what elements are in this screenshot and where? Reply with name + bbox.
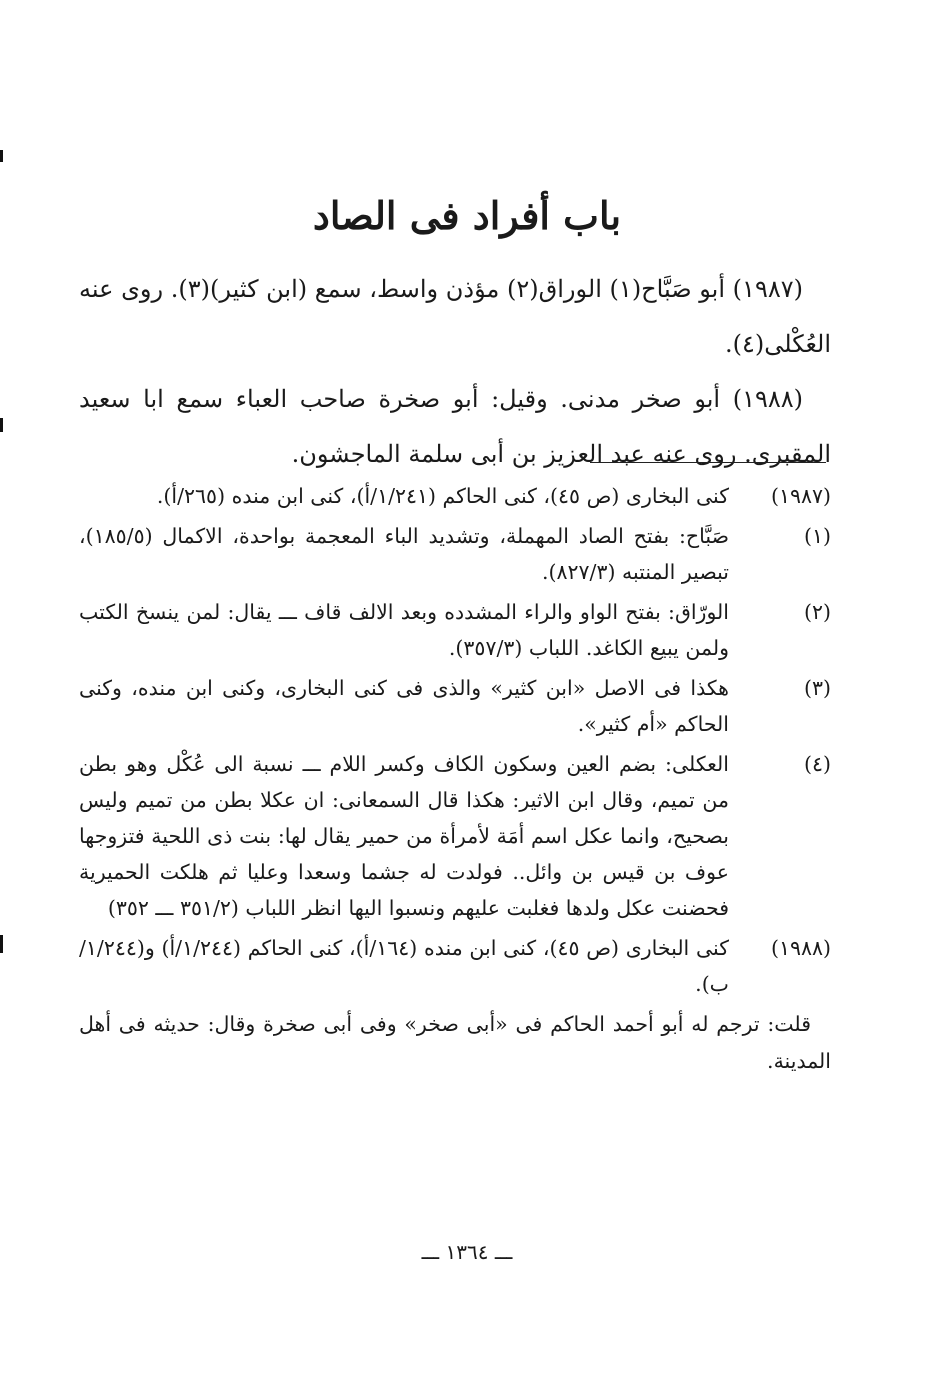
footnote-text: صَبَّاح: بفتح الصاد المهملة، وتشديد الباء المعجمة بواحدة، الاكمال (١٨٥/٥)، تبصير المنتبه (٨٢٧/٣). [79,524,729,584]
footnote-number: (٢) [803,600,831,624]
margin-mark [0,150,3,162]
entry-1988: (١٩٨٨) أبو صخر مدنى. وقيل: أبو صخرة صاحب العباء سمع ابا سعيد المقبرى. روى عنه عبد العزيز بن أبى سلمة الماجشون. [79,385,831,468]
page-number: ـــ ١٣٦٤ ـــ [421,1240,513,1264]
main-text [79,262,831,482]
footnote-number: (١٩٨٨) [770,936,831,960]
editor-comment: قلت: ترجم له أبو أحمد الحاكم فى «أبى صخر» وفى أبى صخرة وقال: حديثه فى أهل المدينة. [79,1012,831,1073]
footnote [79,670,831,742]
footnotes [79,478,831,1080]
entry-1987: (١٩٨٧) أبو صَبَّاح(١) الوراق(٢) مؤذن واسط، سمع (ابن كثير)(٣). روى عنه العُكْلى(٤). [79,275,831,358]
footnote-number: (١٩٨٧) [770,484,831,508]
footnote [79,478,831,514]
footnote [79,746,831,926]
footnote-number: (١) [803,524,831,548]
footnote [79,930,831,1002]
chapter-title: باب أفراد فى الصاد [312,193,622,239]
footnote-text: الورّاق: بفتح الواو والراء المشدده وبعد الالف قاف ـــ يقال: لمن ينسخ الكتب ولمن يبيع الكاغد. اللباب (٣٥٧/٣). [79,600,729,660]
footnote-text: كنى البخارى (ص ٤٥)، كنى ابن منده (١٦٤/أ)، كنى الحاكم (١/٢٤٤/أ) و(١/٢٤٤/ب). [79,936,729,996]
footnote-number: (٤) [803,752,831,776]
margin-mark [0,935,3,953]
footnote [79,518,831,590]
footnote-text: هكذا فى الاصل «ابن كثير» والذى فى كنى البخارى، وكنى ابن منده، وكنى الحاكم «أم كثير». [79,676,729,736]
footnote [79,594,831,666]
footnote-text: العكلى: بضم العين وسكون الكاف وكسر اللام ـــ نسبة الى عُكْل وهو بطن من تميم، وقال ابن الاثير: هكذا قال السمعانى: ان عكلا بطن من تميم وليس بصحيح، وانما عكل اسم أمَة لأمرأة من حمير يقال لها: بنت ذى اللحية فتزوجها عوف بن قيس بن وائل.. فولدت له جشما وسعدا وعليا ثم هلكت الحميرية فحضنت عكل ولدها فغلبت عليهم ونسبوا اليها انظر اللباب (٣٥١/٢ ـــ ٣٥٢) [79,752,729,920]
footnote-divider [590,462,826,463]
footnote-number: (٣) [803,676,831,700]
margin-mark [0,418,3,432]
footnote-text: كنى البخارى (ص ٤٥)، كنى الحاكم (١/٢٤١/أ)، كنى ابن منده (٢٦٥/أ). [156,484,729,508]
